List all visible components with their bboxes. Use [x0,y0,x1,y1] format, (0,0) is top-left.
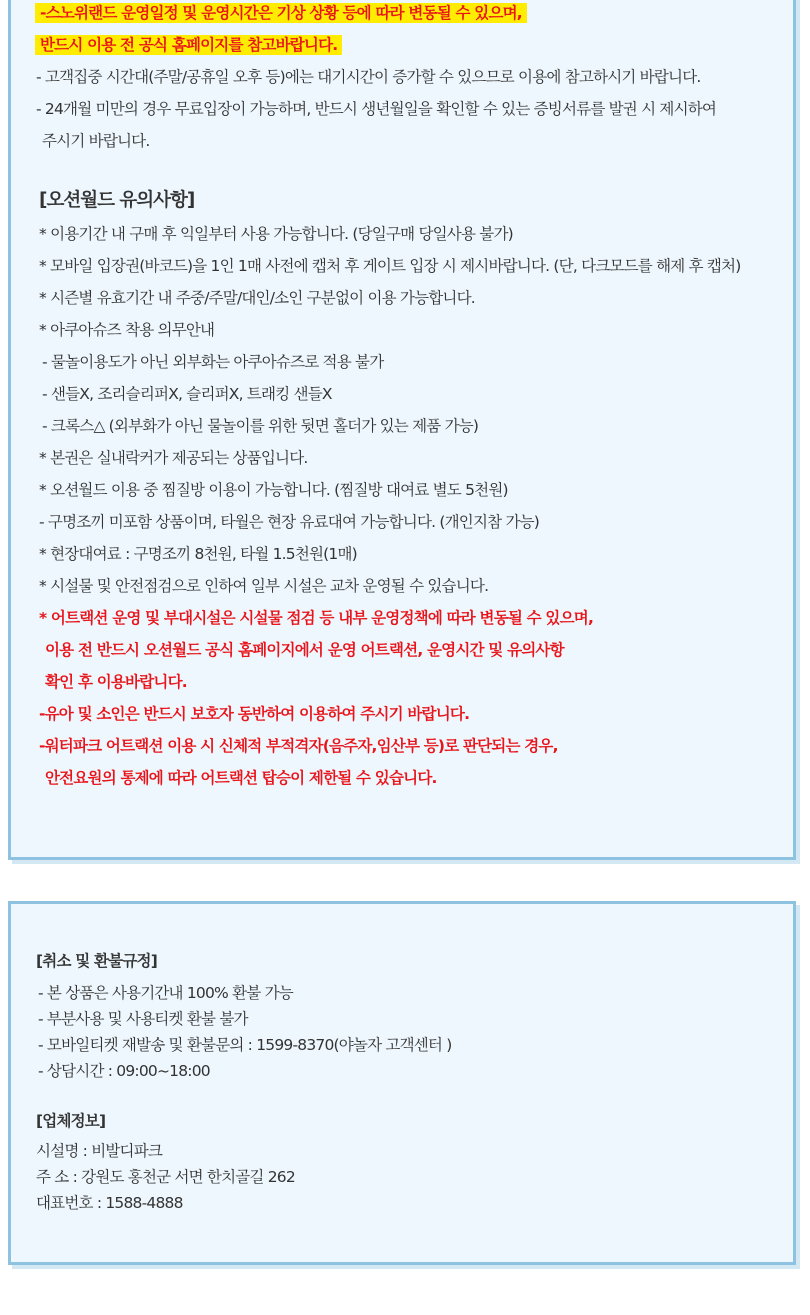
ocean-warning: -워터파크 어트랙션 이용 시 신체적 부적격자(음주자,임산부 등)로 판단되는 경우, [39,737,558,755]
ocean-rule: * 시즌별 유효기간 내 주중/주말/대인/소인 구분없이 이용 가능합니다. [39,289,475,307]
ocean-rule: * 본권은 실내락커가 제공되는 상품입니다. [39,449,308,467]
ocean-rule: - 물놀이용도가 아닌 외부화는 아쿠아슈즈로 적용 불가 [42,353,384,371]
refund-rule: - 본 상품은 사용기간내 100% 환불 가능 [38,984,293,1002]
ocean-rule: * 시설물 및 안전점검으로 인하여 일부 시설은 교차 운영될 수 있습니다. [39,577,489,595]
company-info: 대표번호 : 1588-4888 [36,1194,183,1212]
refund-rule: - 모바일티켓 재발송 및 환불문의 : 1599-8370(야놀자 고객센터 ) [38,1036,452,1054]
ocean-world-heading: [오션월드 유의사항] [39,190,195,211]
refund-heading: [취소 및 환불규정] [36,952,157,970]
ocean-warning: 이용 전 반드시 오션월드 공식 홈페이지에서 운영 어트랙션, 운영시간 및 유의사항 [45,641,564,659]
notice-box [8,0,796,860]
ocean-warning: 확인 후 이용바랍니다. [45,673,187,691]
ocean-warning: 안전요원의 통제에 따라 어트랙션 탑승이 제한될 수 있습니다. [45,769,437,787]
company-info: 시설명 : 비발디파크 [36,1142,163,1160]
highlight-notice-1: -스노위랜드 운영일정 및 운영시간은 기상 상황 등에 따라 변동될 수 있으며, [35,0,527,29]
ocean-rule: - 크록스△ (외부화가 아닌 물놀이를 위한 뒷면 홀더가 있는 제품 가능) [42,417,479,435]
refund-info-box [8,901,796,1265]
ocean-rule: * 현장대여료 : 구명조끼 8천원, 타월 1.5천원(1매) [39,545,357,563]
refund-rule: - 상담시간 : 09:00~18:00 [38,1062,210,1080]
ocean-rule: * 이용기간 내 구매 후 익일부터 사용 가능합니다. (당일구매 당일사용 불가) [39,225,513,243]
notice-line: - 24개월 미만의 경우 무료입장이 가능하며, 반드시 생년월일을 확인할 수 있는 증빙서류를 발권 시 제시하여 [36,100,717,118]
notice-line: - 고객집중 시간대(주말/공휴일 오후 등)에는 대기시간이 증가할 수 있으므로 이용에 참고하시기 바랍니다. [36,68,701,86]
ocean-rule: - 샌들X, 조리슬리퍼X, 슬리퍼X, 트래킹 샌들X [42,385,332,403]
ocean-rule: * 모바일 입장권(바코드)을 1인 1매 사전에 캡처 후 게이트 입장 시 제시바랍니다. (단, 다크모드를 해제 후 캡처) [39,257,741,275]
ocean-rule: * 아쿠아슈즈 착용 의무안내 [39,321,215,339]
company-heading: [업체정보] [36,1112,106,1130]
highlight-notice-2: 반드시 이용 전 공식 홈페이지를 참고바랍니다. [35,29,342,61]
ocean-warning: -유아 및 소인은 반드시 보호자 동반하여 이용하여 주시기 바랍니다. [39,705,470,723]
refund-rule: - 부분사용 및 사용티켓 환불 불가 [38,1010,248,1028]
ocean-warning: * 어트랙션 운영 및 부대시설은 시설물 점검 등 내부 운영정책에 따라 변동될 수 있으며, [39,609,594,627]
notice-line: 주시기 바랍니다. [42,132,150,150]
company-info: 주 소 : 강원도 홍천군 서면 한치골길 262 [36,1168,295,1186]
ocean-rule: * 오션월드 이용 중 찜질방 이용이 가능합니다. (찜질방 대여료 별도 5천원) [39,481,508,499]
ocean-rule: - 구명조끼 미포함 상품이며, 타월은 현장 유료대여 가능합니다. (개인지참 가능) [39,513,540,531]
